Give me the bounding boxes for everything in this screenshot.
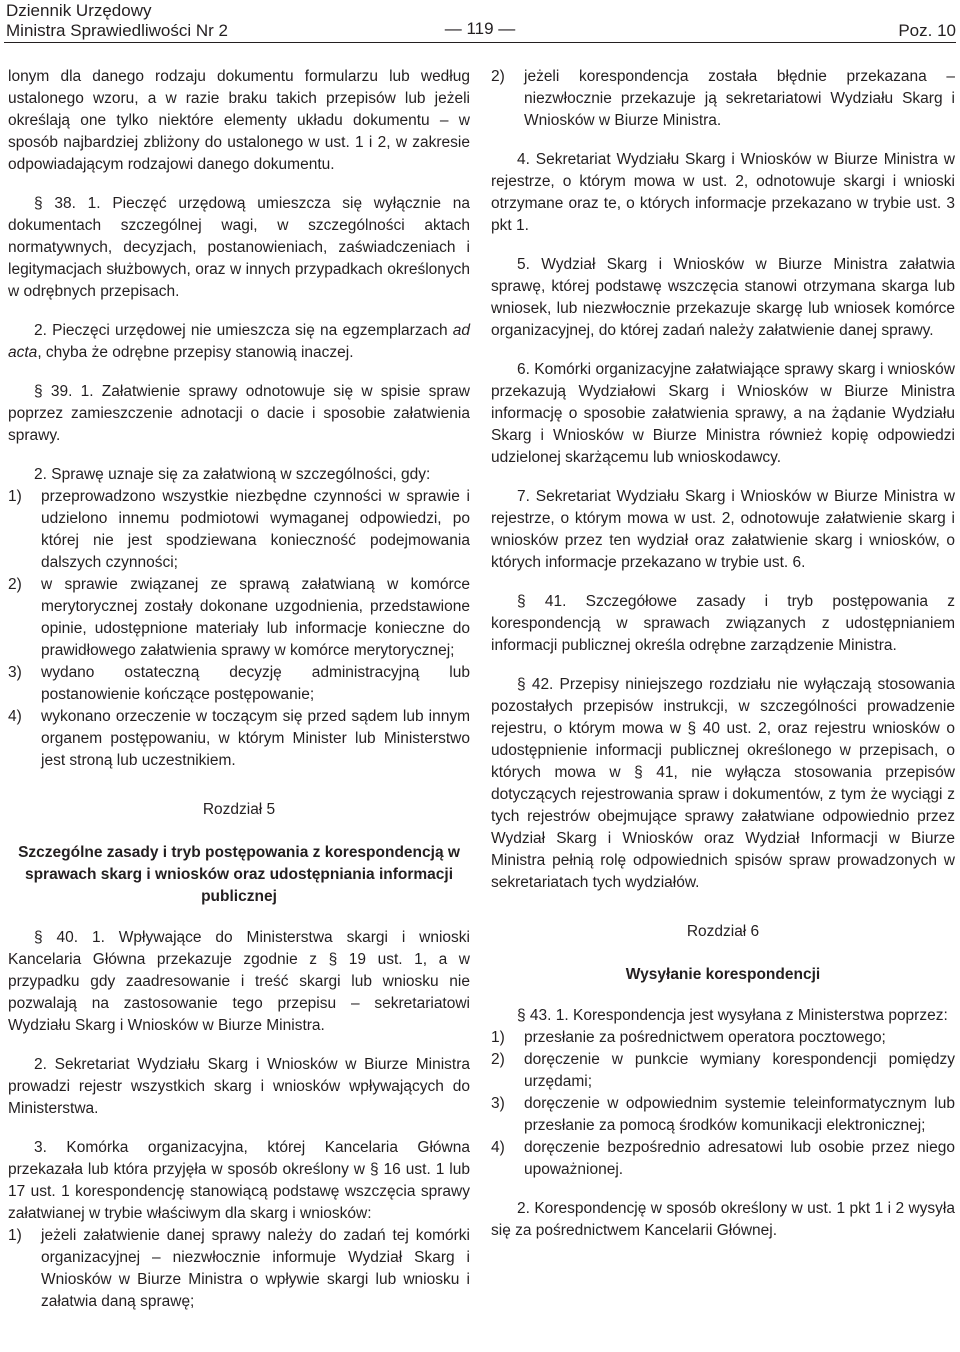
list-item-text: w sprawie związanej ze sprawą załatwianą w komórce merytorycznej zostały dokonane uzgodnienia, przedstawione opinie, udostępnione materiały lub informacje konieczne do prawidłowego załatwienia sprawy w komórce merytorycznej; (41, 576, 470, 659)
list-item (491, 1027, 955, 1049)
chapter-6-title: Rozdział 6 (686, 923, 760, 940)
list-item (491, 66, 955, 132)
list-item-number: 4) (8, 708, 22, 725)
list-item-number: 1) (491, 1029, 505, 1046)
list-item-text: jeżeli korespondencja została błędnie przekazana – niezwłocznie przekazuje ją sekretariatowi Wydziału Skarg i Wniosków w Biurze Ministra. (524, 68, 955, 129)
section-39-1: § 39. 1. Załatwienie sprawy odnotowuje się w spisie spraw poprzez zamieszczenie adnotacji o dacie i sposobie załatwienia sprawy. (8, 383, 470, 444)
ad-acta-term: ad acta (8, 322, 470, 361)
paragraph-continuation: lonym dla danego rodzaju dokumentu formularzu lub według ustalonego wzoru, a w razie braku takich przepisów lub jeżeli określają one tylko niektóre elementy układu dokumentu – w sposób najbardziej zbliżony do ustalonego w ust. 1 i 2, w zakresie odpowiadającym rodzajowi danego dokumentu. (8, 68, 470, 173)
section-40-1: § 40. 1. Wpływające do Ministerstwa skargi i wnioski Kancelaria Główna przekazuje zgodnie z § 19 ust. 1, a w przypadku gdy zaadresowanie i treść skargi lub wniosku nie pozwalają na zastosowanie tego przepisu – sekretariatowi Wydziału Skarg i Wniosków w Biurze Ministra. (8, 929, 470, 1034)
section-38-2-end: , chyba że odrębne przepisy stanowią inaczej. (37, 344, 354, 361)
left-column (8, 66, 470, 1313)
list-item-text: przesłanie za pośrednictwem operatora pocztowego; (524, 1029, 886, 1046)
section-40-5: 5. Wydział Skarg i Wniosków w Biurze Ministra załatwia sprawę, której podstawę wszczęcia stanowi otrzymana skarga lub wniosek, lub niezwłocznie przekazuje skargę lub wniosek komórce organizacyjnej, do której zadań należy załatwienie danej sprawy. (491, 256, 955, 339)
list-item (491, 1049, 955, 1093)
list-item-text: jeżeli załatwienie danej sprawy należy do zadań tej komórki organizacyjnej – niezwłocznie informuje Wydział Skarg i Wniosków w Biurze Ministra o wpływie skargi lub wniosku i załatwia daną sprawę; (41, 1227, 470, 1310)
chapter-5-title: Rozdział 5 (202, 801, 276, 818)
list-item-text: doręczenie bezpośrednio adresatowi lub osobie przez niego upoważnionej. (524, 1139, 955, 1178)
list-item (8, 662, 470, 706)
list-item (491, 1093, 955, 1137)
list-item-number: 4) (491, 1139, 505, 1156)
section-39-2-intro: 2. Sprawę uznaje się za załatwioną w szczególności, gdy: (34, 466, 431, 483)
list-item-number: 3) (491, 1095, 505, 1112)
list-item (8, 574, 470, 662)
list-item (491, 1137, 955, 1181)
chapter-5-heading: Szczególne zasady i tryb postępowania z korespondencją w sprawach skarg i wniosków oraz udostępniania informacji publicznej (18, 844, 460, 905)
list-item-number: 3) (8, 664, 22, 681)
list-item-text: wydano ostateczną decyzję administracyjną lub postanowienie kończące postępowanie; (41, 664, 470, 703)
right-column (491, 66, 955, 1259)
list-item-text: wykonano orzeczenie w toczącym się przed sądem lub innym organem postępowaniu, w którym Minister lub Ministerstwo jest stroną lub uczestnikiem. (41, 708, 470, 769)
section-42: § 42. Przepisy niniejszego rozdziału nie wyłączają stosowania pozostałych przepisów instrukcji, w szczególności prowadzenie rejestru, o którym mowa w § 40 ust. 2, oraz rejestru wniosków o udostępnienie informacji publicznej określonego w przepisach, o których mowa w § 41, nie wyłącza stosowania przepisów dotyczących rejestrowania spraw i dokumentów, z tym że wyciągi z tych rejestrów obejmujące sprawy załatwiane odpowiednio przez Wydział Skarg i Wniosków oraz Wydział Informacji w Biurze Ministra pełnią rolę odpowiednich spisów spraw prowadzonych w sekretariatach tych wydziałów. (491, 676, 955, 891)
section-40-2: 2. Sekretariat Wydziału Skarg i Wniosków w Biurze Ministra prowadzi rejestr wszystkich skarg i wniosków wpływających do Ministerstwa. (8, 1056, 470, 1117)
section-40-6: 6. Komórki organizacyjne załatwiające sprawy skarg i wniosków przekazują Wydziałowi Skarg i Wniosków w Biurze Ministra informację o sposobie załatwienia sprawy, a na żądanie Wydziału Skarg i Wniosków w Biurze Ministra również kopię odpowiedzi udzielonej skarżącemu lub wnioskodawcy. (491, 361, 955, 466)
section-43-1: § 43. 1. Korespondencja jest wysyłana z Ministerstwa poprzez: (517, 1007, 948, 1024)
list-item-number: 1) (8, 1227, 22, 1244)
section-38-2 (8, 320, 470, 364)
list-item-number: 2) (8, 576, 22, 593)
position-number: Poz. 10 (898, 21, 956, 40)
section-41: § 41. Szczegółowe zasady i tryb postępowania z korespondencją w sprawach związanych z udostępnianiem informacji publicznej określa odrębne zarządzenie Ministra. (491, 593, 955, 654)
page-number: — 119 — (444, 19, 516, 38)
list-item-text: doręczenie w punkcie wymiany korespondencji pomiędzy urzędami; (524, 1051, 955, 1090)
list-item (8, 1225, 470, 1313)
list-item-number: 2) (491, 1051, 505, 1068)
list-item (8, 486, 470, 574)
list-item-text: przeprowadzono wszystkie niezbędne czynności w sprawie i udzielono innemu podmiotowi wymaganej odpowiedzi, po której nie jest spodziewana konieczność podejmowania dalszych czynności; (41, 488, 470, 571)
section-38-2-text: 2. Pieczęci urzędowej nie umieszcza się na egzemplarzach (34, 322, 453, 339)
list-item-number: 2) (491, 68, 505, 85)
section-43-2: 2. Korespondencję w sposób określony w ust. 1 pkt 1 i 2 wysyła się za pośrednictwem Kancelarii Głównej. (491, 1200, 955, 1239)
chapter-6-heading: Wysyłanie korespondencji (625, 966, 821, 983)
list-item (8, 706, 470, 772)
ministry-issue: Ministra Sprawiedliwości Nr 2 (6, 21, 229, 40)
list-item-text: doręczenie w odpowiednim systemie teleinformatycznym lub przesłanie za pomocą środków komunikacji elektronicznej; (524, 1095, 955, 1134)
header-rule (4, 42, 956, 43)
list-item-number: 1) (8, 488, 22, 505)
section-38-1: § 38. 1. Pieczęć urzędową umieszcza się wyłącznie na dokumentach szczególnej wagi, w szczególności aktach normatywnych, decyzjach, postanowieniach, zaświadczeniach i legitymacjach służbowych, oraz w innych przypadkach określonych w odrębnych przepisach. (8, 195, 470, 300)
publication-title: Dziennik Urzędowy (6, 1, 152, 20)
section-40-3: 3. Komórka organizacyjna, której Kancelaria Główna przekazała lub która przyjęła w sposób określony w § 16 ust. 1 lub 17 ust. 1 korespondencję stanowiącą podstawę wszczęcia sprawy załatwianej w trybie właściwym dla skarg i wniosków: (8, 1139, 470, 1222)
section-40-7: 7. Sekretariat Wydziału Skarg i Wniosków w Biurze Ministra w rejestrze, o którym mowa w ust. 2, odnotowuje załatwienie skarg i wniosków przez ten wydział oraz załatwienie skarg i wniosków, o których informacje przekazano w trybie ust. 6. (491, 488, 955, 571)
page-header (0, 0, 960, 44)
section-40-4: 4. Sekretariat Wydziału Skarg i Wniosków w Biurze Ministra w rejestrze, o którym mowa w ust. 2, odnotowuje skargi i wnioski otrzymane oraz te, o których informacje przekazano w trybie ust. 3 pkt 1. (491, 151, 955, 234)
